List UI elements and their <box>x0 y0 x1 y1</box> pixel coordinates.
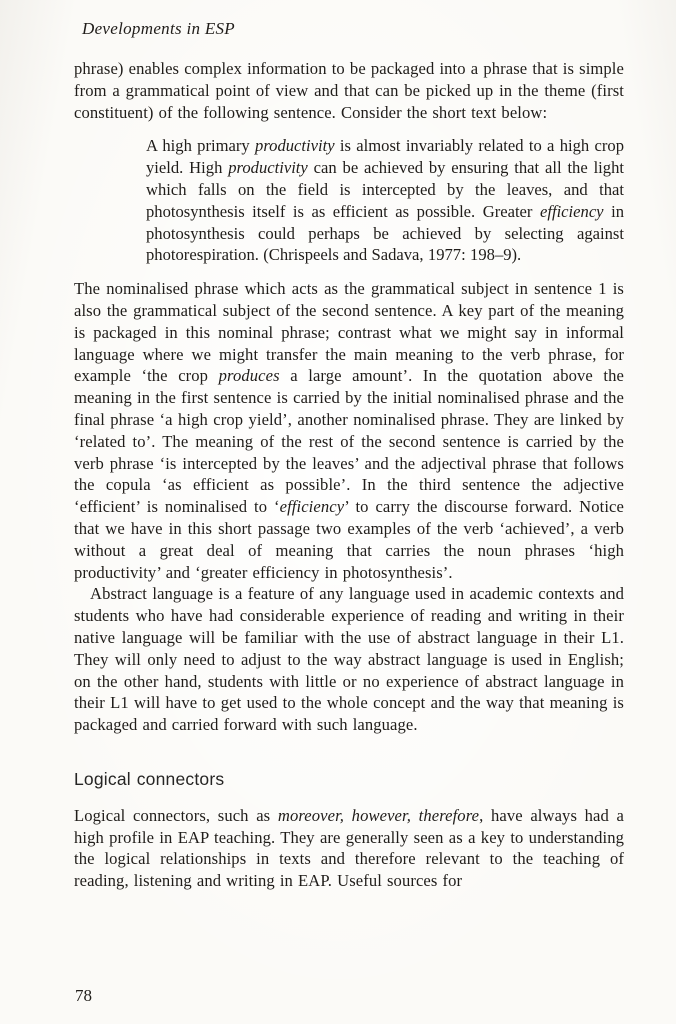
italic-text-run: efficiency <box>539 201 604 221</box>
text-run: , have always had a high profile in EAP teaching. They are generally seen as a key to understanding the logical relationships in texts and therefore relevant to the teaching of reading, listening and writing in EAP. Useful sources for <box>74 805 624 891</box>
text-run: can be achieved by ensuring that all the light which falls on the field is intercepted by the leaves, and that photosynthesis itself is as efficient as possible. Greater <box>146 158 624 221</box>
running-head: Developments in ESP <box>82 19 235 38</box>
text-run: A high primary <box>146 136 256 156</box>
text-run: phrase) enables complex information to be packaged into a phrase that is simple from a grammatical point of view and that can be picked up in the theme (first constituent) of the following sentence. Consider the short text below: <box>74 59 624 122</box>
italic-text-run: productivity <box>228 158 308 178</box>
paragraph-abstract-language <box>74 583 624 736</box>
section-heading: Logical connectors <box>74 768 225 789</box>
paragraph-logical-connectors <box>74 805 624 892</box>
italic-text-run: produces <box>218 366 280 386</box>
text-run: Logical connectors, such as <box>74 805 278 825</box>
text-run: Abstract language is a feature of any language used in academic contexts and students who have had considerable experience of reading and writing in their native language will be familiar with the use of abstract language in their L1. They will only need to adjust to the way abstract language is used in English; on the other hand, students with little or no experience of abstract language in their L1 will have to get used to the whole concept and the way that meaning is packaged and carried forward with such language. <box>74 584 624 735</box>
italic-text-run: efficiency <box>279 497 345 517</box>
italic-text-run: productivity <box>255 136 335 156</box>
text-run: is almost invariably related to a high crop yield. High <box>146 136 624 178</box>
block-quotation <box>146 135 624 266</box>
text-run: ’ to carry the discourse forward. Notice that we have in this short passage two examples of the verb ‘achieved’, a verb without a great deal of meaning that carries the noun phrases ‘high productivity’ and ‘greater efficiency in photosynthesis’. <box>74 497 624 582</box>
text-run: in photosynthesis could perhaps be achieved by selecting against photorespiration. (Chrispeels and Sadava, 1977: 198–9). <box>146 201 624 265</box>
text-column <box>74 58 624 892</box>
italic-text-run: moreover, however, therefore <box>277 805 480 825</box>
paragraph-nominalised-phrase <box>74 278 624 583</box>
page-number: 78 <box>75 986 92 1005</box>
text-run: a large amount’. In the quotation above the meaning in the first sentence is carried by the initial nominalised phrase and the final phrase ‘a high crop yield’, another nominalised phrase. They are linked by ‘related to’. The meaning of the rest of the second sentence is carried by the verb phrase ‘is intercepted by the leaves’ and the adjectival phrase that follows the copula ‘as efficient as possible’. In the third sentence the adjective ‘efficient’ is nominalised to ‘ <box>74 366 624 517</box>
text-run: The nominalised phrase which acts as the grammatical subject in sentence 1 is also the grammatical subject of the second sentence. A key part of the meaning is packaged in this nominal phrase; contrast what we might say in informal language where we might transfer the main meaning to the verb phrase, for example ‘the crop <box>74 279 624 386</box>
paragraph-opening <box>74 58 624 123</box>
